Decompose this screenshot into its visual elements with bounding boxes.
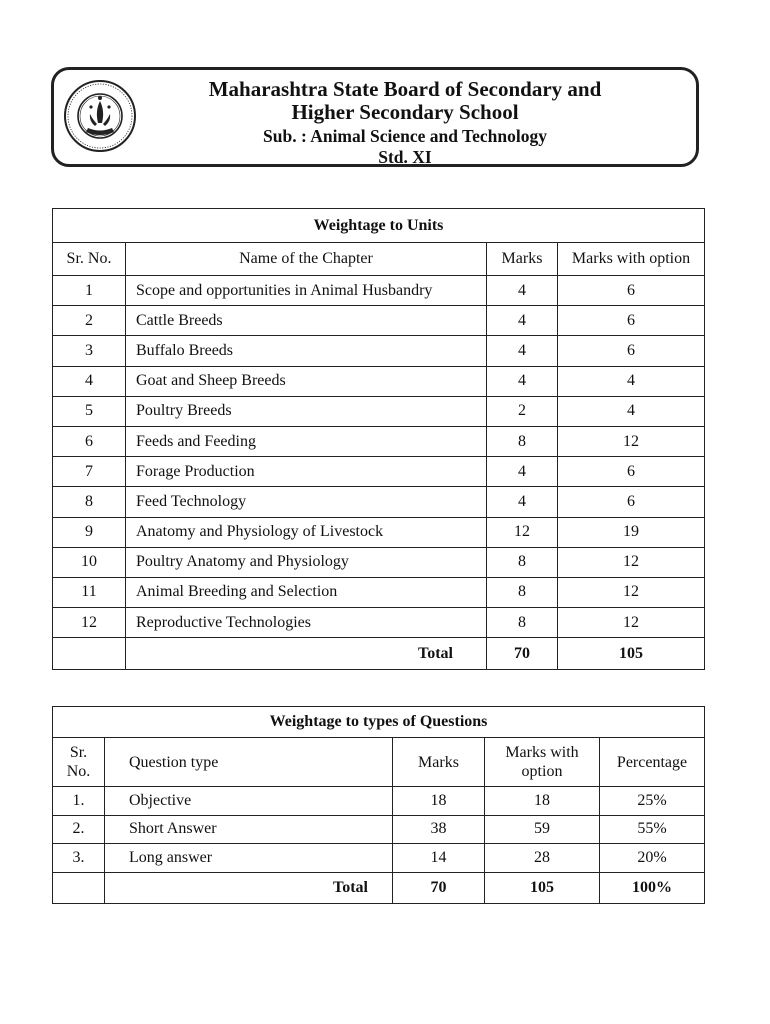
chapter-cell: Cattle Breeds	[126, 306, 487, 336]
marks-cell: 4	[487, 306, 558, 336]
marks-with-option-cell: 18	[485, 787, 600, 816]
board-title-line2: Higher Secondary School	[291, 100, 519, 124]
percentage-cell: 25%	[600, 787, 705, 816]
total-marks: 70	[393, 872, 485, 903]
weightage-to-units-table	[52, 208, 705, 670]
marks-cell: 8	[487, 577, 558, 607]
sr-no-cell: 1	[53, 276, 126, 306]
mwo-header-line1: Marks with	[505, 744, 579, 761]
total-marks-with-option: 105	[558, 638, 705, 670]
marks-cell: 12	[487, 517, 558, 547]
col-header-chapter: Name of the Chapter	[126, 243, 487, 276]
sr-no-cell: 10	[53, 547, 126, 577]
marks-with-option-cell: 4	[558, 396, 705, 426]
marks-cell: 18	[393, 787, 485, 816]
chapter-cell: Goat and Sheep Breeds	[126, 366, 487, 396]
sr-no-cell: 1.	[53, 787, 105, 816]
empty-cell	[53, 872, 105, 903]
percentage-cell: 20%	[600, 844, 705, 873]
marks-cell: 8	[487, 547, 558, 577]
question-type-cell: Short Answer	[105, 815, 393, 844]
chapter-cell: Buffalo Breeds	[126, 336, 487, 366]
total-marks: 70	[487, 638, 558, 670]
marks-with-option-cell: 4	[558, 366, 705, 396]
chapter-cell: Forage Production	[126, 457, 487, 487]
sr-no-cell: 6	[53, 426, 126, 456]
sr-no-cell: 2.	[53, 815, 105, 844]
total-label: Total	[126, 638, 487, 670]
table-row	[53, 276, 705, 306]
chapter-cell: Feed Technology	[126, 487, 487, 517]
table-row	[53, 577, 705, 607]
col-header-marks-with-option	[485, 738, 600, 787]
marks-with-option-cell: 6	[558, 276, 705, 306]
empty-cell	[53, 638, 126, 670]
total-marks-with-option: 105	[485, 872, 600, 903]
chapter-cell: Feeds and Feeding	[126, 426, 487, 456]
total-label: Total	[105, 872, 393, 903]
col-header-question-type: Question type	[105, 738, 393, 787]
marks-with-option-cell: 6	[558, 487, 705, 517]
chapter-cell: Reproductive Technologies	[126, 608, 487, 638]
sr-no-cell: 4	[53, 366, 126, 396]
marks-cell: 4	[487, 487, 558, 517]
table-row	[53, 787, 705, 816]
table-row	[53, 547, 705, 577]
chapter-cell: Animal Breeding and Selection	[126, 577, 487, 607]
percentage-cell: 55%	[600, 815, 705, 844]
table-row	[53, 426, 705, 456]
marks-with-option-cell: 12	[558, 608, 705, 638]
marks-with-option-cell: 19	[558, 517, 705, 547]
table-row	[53, 396, 705, 426]
units-table-caption: Weightage to Units	[53, 209, 705, 243]
chapter-cell: Anatomy and Physiology of Livestock	[126, 517, 487, 547]
board-header	[51, 67, 699, 167]
marks-cell: 4	[487, 336, 558, 366]
mwo-header-line2: option	[521, 763, 563, 780]
marks-cell: 14	[393, 844, 485, 873]
marks-cell: 2	[487, 396, 558, 426]
marks-with-option-cell: 28	[485, 844, 600, 873]
sr-no-cell: 3	[53, 336, 126, 366]
sr-no-cell: 2	[53, 306, 126, 336]
chapter-cell: Scope and opportunities in Animal Husbandry	[126, 276, 487, 306]
col-header-sr-no: Sr. No.	[53, 243, 126, 276]
table-row	[53, 366, 705, 396]
col-header-marks-with-option: Marks with option	[558, 243, 705, 276]
col-header-sr-no	[53, 738, 105, 787]
col-header-marks: Marks	[487, 243, 558, 276]
marks-with-option-cell: 6	[558, 336, 705, 366]
sr-no-cell: 8	[53, 487, 126, 517]
sr-header-line2: No.	[66, 763, 91, 780]
table-row	[53, 608, 705, 638]
sr-no-cell: 12	[53, 608, 126, 638]
chapter-cell: Poultry Anatomy and Physiology	[126, 547, 487, 577]
weightage-to-question-types-table	[52, 706, 705, 904]
marks-cell: 8	[487, 608, 558, 638]
marks-with-option-cell: 6	[558, 457, 705, 487]
total-percentage: 100%	[600, 872, 705, 903]
marks-cell: 4	[487, 276, 558, 306]
table-row	[53, 336, 705, 366]
col-header-marks: Marks	[393, 738, 485, 787]
units-total-row	[53, 638, 705, 670]
units-header-row	[53, 243, 705, 276]
marks-with-option-cell: 6	[558, 306, 705, 336]
marks-cell: 4	[487, 366, 558, 396]
sr-no-cell: 11	[53, 577, 126, 607]
sr-no-cell: 3.	[53, 844, 105, 873]
table-row	[53, 306, 705, 336]
table-row	[53, 517, 705, 547]
marks-with-option-cell: 12	[558, 547, 705, 577]
questions-table-caption: Weightage to types of Questions	[53, 707, 705, 738]
chapter-cell: Poultry Breeds	[126, 396, 487, 426]
marks-with-option-cell: 12	[558, 426, 705, 456]
marks-with-option-cell: 12	[558, 577, 705, 607]
question-type-cell: Objective	[105, 787, 393, 816]
table-row	[53, 487, 705, 517]
marks-cell: 8	[487, 426, 558, 456]
question-type-cell: Long answer	[105, 844, 393, 873]
sr-no-cell: 9	[53, 517, 126, 547]
marks-cell: 4	[487, 457, 558, 487]
subject-line: Sub. : Animal Science and Technology	[263, 126, 547, 146]
col-header-percentage: Percentage	[600, 738, 705, 787]
standard-line: Std. XI	[378, 147, 432, 167]
sr-header-line1: Sr.	[69, 744, 88, 761]
table-row	[53, 844, 705, 873]
marks-cell: 38	[393, 815, 485, 844]
questions-total-row	[53, 872, 705, 903]
table-row	[53, 815, 705, 844]
marks-with-option-cell: 59	[485, 815, 600, 844]
questions-header-row	[53, 738, 705, 787]
sr-no-cell: 7	[53, 457, 126, 487]
sr-no-cell: 5	[53, 396, 126, 426]
board-title-line1: Maharashtra State Board of Secondary and	[208, 77, 602, 101]
table-row	[53, 457, 705, 487]
